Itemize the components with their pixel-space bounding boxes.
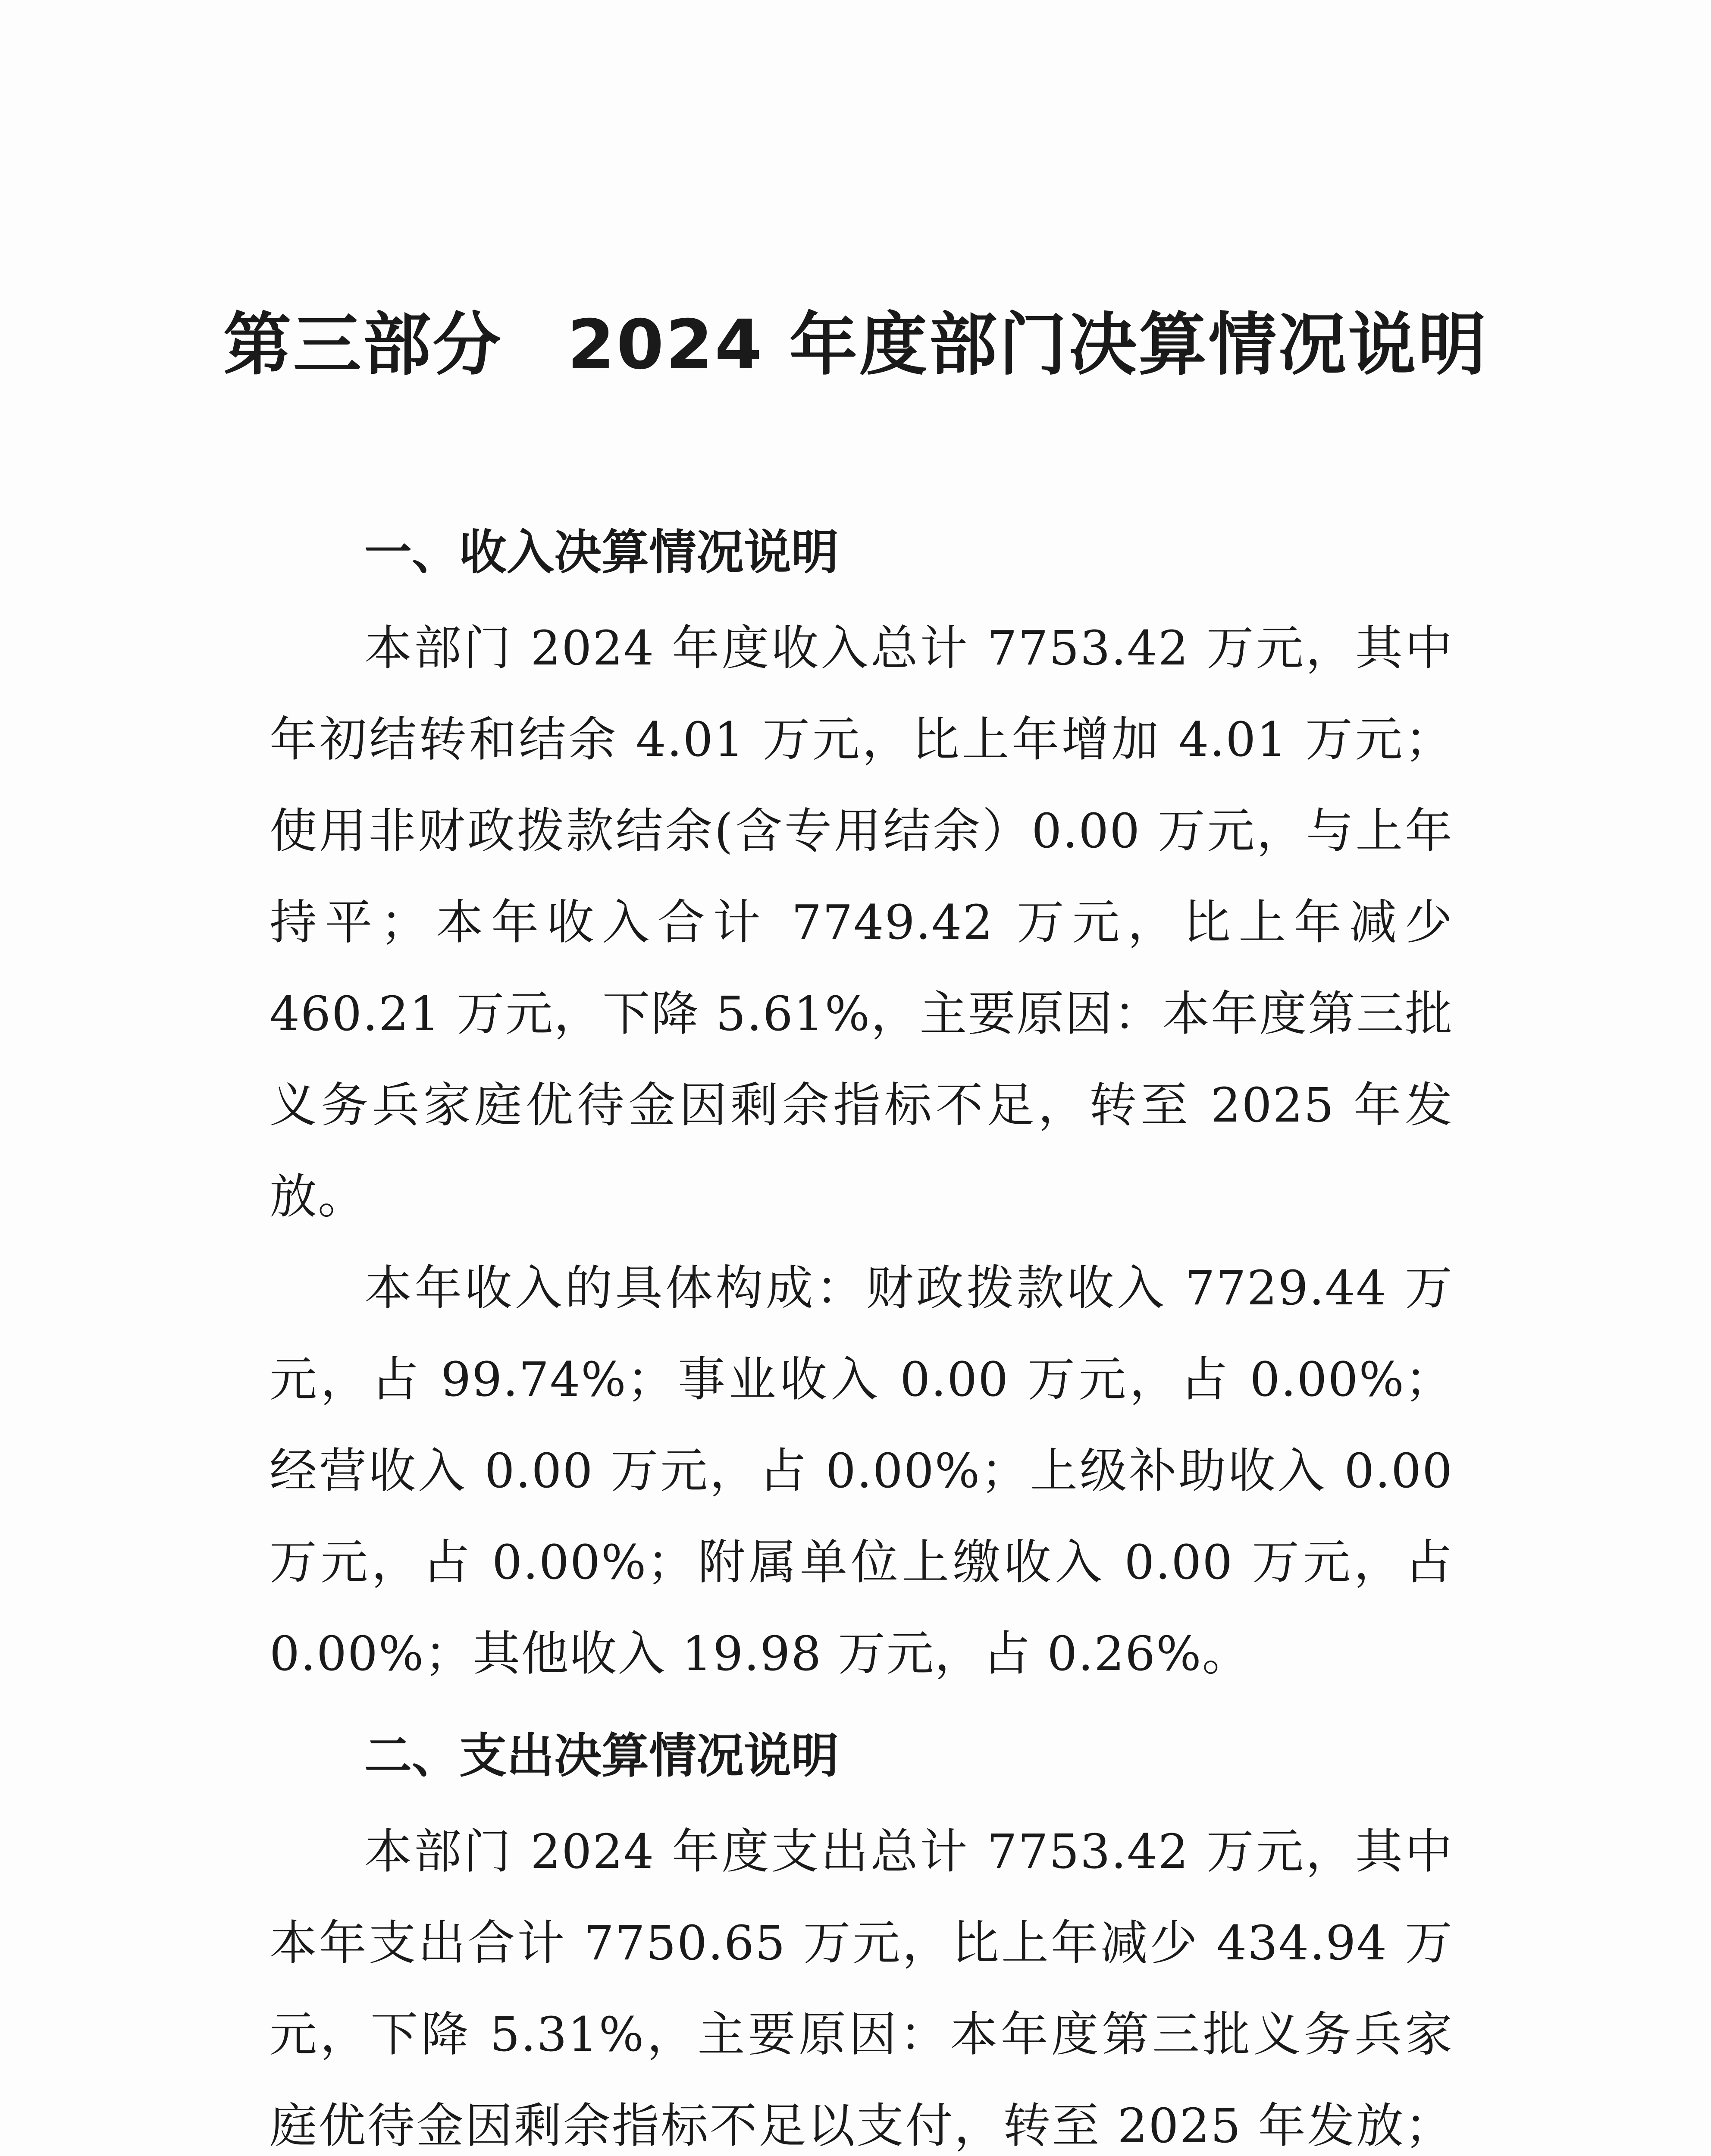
section-heading-income: 一、收入决算情况说明 <box>364 525 839 580</box>
page-title <box>0 302 1711 388</box>
title-main: 2024 年度部门决算情况说明 <box>567 305 1488 385</box>
income-paragraph-composition: 本年收入的具体构成：财政拨款收入 7729.44 万元，占 99.74%；事业收入 0.00 万元，占 0.00%；经营收入 0.00 万元，占 0.00%；上级补助收入 0.00 万元，占 0.00%；附属单位上缴收入 0.00 万元，占 0.00%；其他收入 19.98 万元，占 0.26%。 <box>269 1260 1453 1681</box>
income-paragraph-summary: 本部门 2024 年度收入总计 7753.42 万元，其中年初结转和结余 4.01 万元，比上年增加 4.01 万元；使用非财政拨款结余(含专用结余）0.00 万元，与上年持平；本年收入合计 7749.42 万元，比上年减少 460.21 万元，下降 5.61%，主要原因：本年度第三批义务兵家庭优待金因剩余指标不足，转至 2025 年发放。 <box>269 620 1453 1224</box>
expenditure-paragraph-summary: 本部门 2024 年度支出总计 7753.42 万元，其中本年支出合计 7750.65 万元，比上年减少 434.94 万元，下降 5.31%，主要原因：本年度第三批义务兵家庭优待金因剩余指标不足以支付，转至 2025 年发放； <box>269 1824 1453 2153</box>
section-heading-expenditure: 二、支出决算情况说明 <box>364 1728 839 1783</box>
title-part: 第三部分 <box>223 305 503 385</box>
document-body <box>269 496 1453 2156</box>
